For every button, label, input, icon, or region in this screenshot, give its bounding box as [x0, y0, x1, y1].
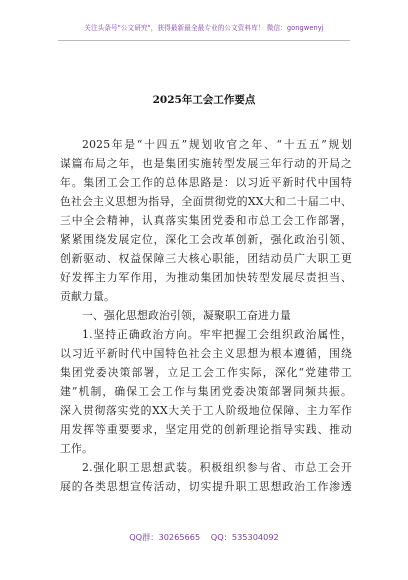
body-line: 谋篇布局之年，也是集团实施转型发展三年行动的开局之	[60, 157, 352, 170]
header-banner: 关注头条号"公文研究"，获得最新最全最专业的公文资料库！ 微信：gongwenyj	[84, 24, 324, 32]
body-line: 贡献力量。	[60, 290, 115, 303]
body-line: 用发挥等重要要求，坚定用党的创新理论指导实践、推动	[60, 423, 352, 436]
body-line: 2025年是“十四五”规划收官之年、“十五五”规划	[82, 138, 352, 151]
body-line: 以习近平新时代中国特色社会主义思想为根本遵循，围绕	[60, 347, 352, 360]
document-body	[60, 135, 352, 496]
footer-qq-group: QQ群：30265665	[129, 532, 201, 542]
section-heading: 一、强化思想政治引领，凝聚职工奋进力量	[82, 309, 291, 322]
body-line: 集团党委决策部署，立足工会工作实际，深化“党建带工	[60, 366, 352, 379]
body-line: 工作。	[60, 442, 93, 455]
footer-contact	[0, 532, 408, 543]
body-line: 好发挥主力军作用，为推动集团加快转型发展尽责担当、	[60, 271, 352, 284]
header-divider	[58, 40, 350, 41]
body-line: 创新驱动、权益保障三大核心职能，团结动员广大职工更	[60, 252, 352, 265]
body-line: 深入贯彻落实党的XX大关于工人阶级地位保障、主力军作	[60, 404, 352, 417]
body-line: 紧紧围绕发展定位，深化工会改革创新，强化政治引领、	[60, 233, 352, 246]
body-line: 色社会主义思想为指导，全面贯彻党的XX大和二十届二中、	[60, 195, 352, 208]
body-line: 展的各类思想宣传活动，切实提升职工思想政治工作渗透	[60, 480, 352, 493]
document-title: 2025年工会工作要点	[152, 94, 256, 106]
footer-qq-number: QQ：535304092	[210, 532, 279, 542]
body-line: 三中全会精神，认真落实集团党委和市总工会工作部署，	[60, 214, 352, 227]
body-line: 2.强化职工思想武装。积极组织参与省、市总工会开	[82, 461, 352, 474]
body-line: 建”机制，确保工会工作与集团党委决策部署同频共振。	[60, 385, 352, 398]
body-line: 1.坚持正确政治方向。牢牢把握工会组织政治属性，	[82, 328, 352, 341]
body-line: 年。集团工会工作的总体思路是：以习近平新时代中国特	[60, 176, 352, 189]
